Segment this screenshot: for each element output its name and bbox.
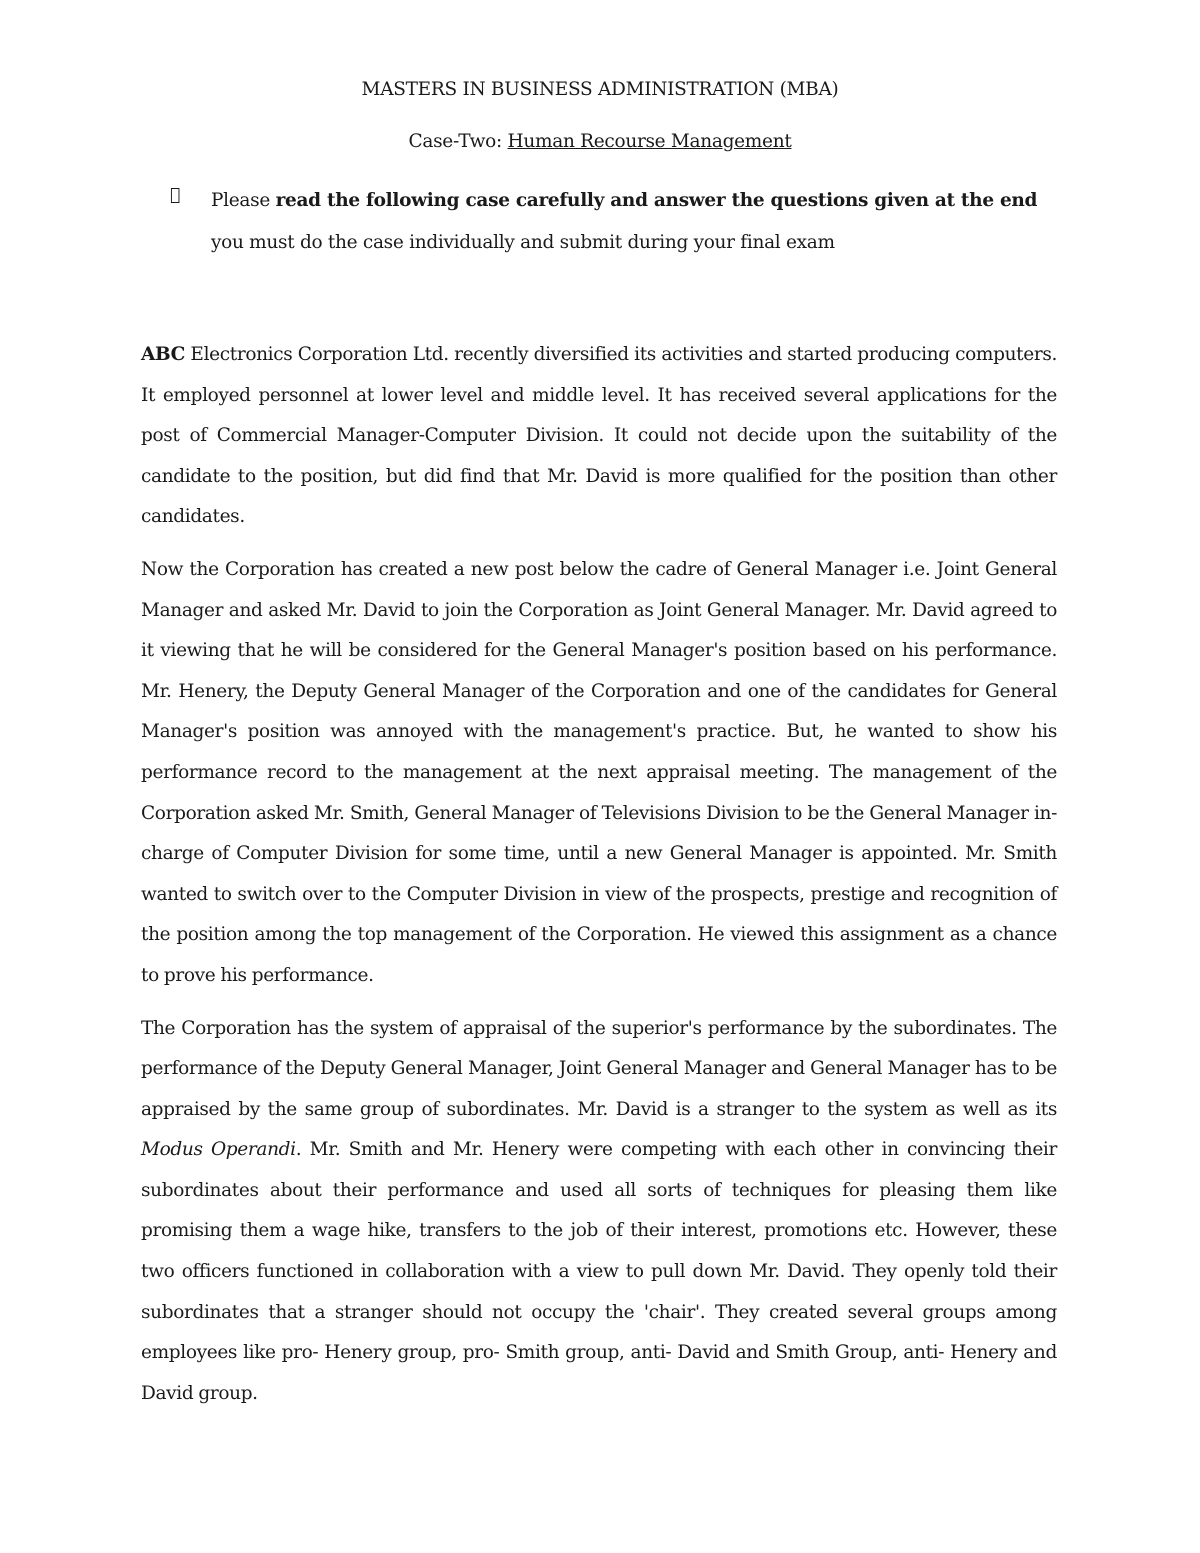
instructions-bold: read the following case carefully and answer the questions given at the end xyxy=(275,190,1038,211)
instructions xyxy=(211,180,1059,264)
paragraph-2: Now the Corporation has created a new post below the cadre of General Manager i.e. Joint General Manager and asked Mr. David to join the Corporation as Joint General Manager. Mr. David agreed to it viewing that he will be considered for the General Manager's position based on his performance. Mr. Henery, the Deputy General Manager of the Corporation and one of the candidates for General Manager's position was annoyed with the management's practice. But, he wanted to show his performance record to the management at the next appraisal meeting. The management of the Corporation asked Mr. Smith, General Manager of Televisions Division to be the General Manager in-charge of Computer Division for some time, until a new General Manager is appointed. Mr. Smith wanted to switch over to the Computer Division in view of the prospects, prestige and recognition of the position among the top management of the Corporation. He viewed this assignment as a chance to prove his performance. xyxy=(141,558,1057,986)
paragraph-1-text: Electronics Corporation Ltd. recently diversified its activities and started producing computers. It employed personnel at lower level and middle level. It has received several applications for the post of Commercial Manager-Computer Division. It could not decide upon the suitability of the candidate to the position, but did find that Mr. David is more qualified for the position than other candidates. xyxy=(141,344,1057,528)
instructions-lead: Please xyxy=(211,190,276,211)
paragraph-3-part-b: . Mr. Smith and Mr. Henery were competing with each other in convincing their subordinates about their performance and used all sorts of techniques for pleasing them like promising them a wage hike, transfers to the job of their interest, promotions etc. However, these two officers functioned in collaboration with a view to pull down Mr. David. They openly told their subordinates that a stranger should not occupy the 'chair'. They created several groups among employees like pro- Henery group, pro- Smith group, anti- David and Smith Group, anti- Henery and David group. xyxy=(141,1139,1057,1404)
paragraph-1 xyxy=(141,335,1057,538)
case-title: Human Recourse Management xyxy=(507,131,792,152)
case-subtitle xyxy=(0,128,1200,156)
case-body xyxy=(141,335,1057,1426)
paragraph-3-italic: Modus Operandi xyxy=(141,1139,296,1161)
case-prefix: Case-Two: xyxy=(408,131,508,152)
document-title: MASTERS IN BUSINESS ADMINISTRATION (MBA) xyxy=(361,79,839,100)
paragraph-3-part-a: The Corporation has the system of appraisal of the superior's performance by the subordinates. The performance of the Deputy General Manager, Joint General Manager and General Manager has to be appraised by the same group of subordinates. Mr. David is a stranger to the system as well as its xyxy=(141,1017,1057,1120)
instructions-rest: you must do the case individually and submit during your final exam xyxy=(211,232,835,253)
company-name: ABC xyxy=(141,344,186,365)
paragraph-3 xyxy=(141,1009,1057,1415)
bullet-icon xyxy=(170,181,180,209)
